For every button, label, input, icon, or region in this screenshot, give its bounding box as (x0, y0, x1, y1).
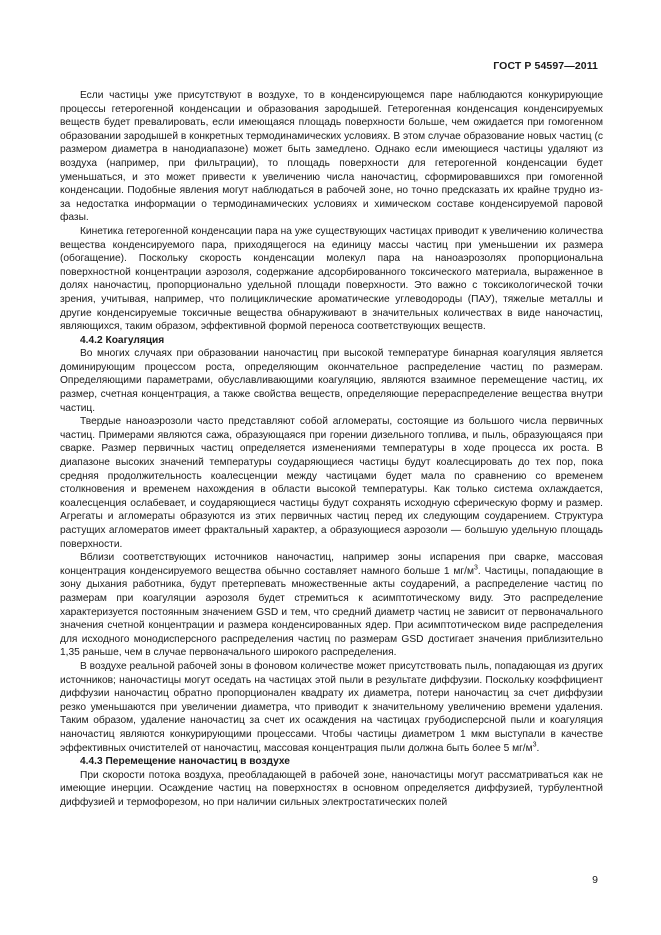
paragraph-text: В воздухе реальной рабочей зоны в фоновом количестве может присутствовать пыль, попадающая из других источников; наночастицы могут оседать на частицах этой пыли в результате диффузии. Поскольку коэффициент диффузии наночастиц обратно пропорционален квадрату их диаметра, потери наночастиц за счет диффузии резко уменьшаются при увеличении диаметра, что приводит к значительному увеличению времени удаления. Таким образом, удаление наночастиц за счет их осаждения на частицах грубодисперсной пыли и коагуляция наночастиц являются конкурирующими процессами. Чтобы частицы диаметром 1 мкм выступали в качестве эффективных очистителей от наночастиц, массовая концентрация пыли должна быть более 5 мг/м (60, 660, 603, 754)
paragraph-condensation-kinetics: Кинетика гетерогенной конденсации пара на уже существующих частицах приводит к увеличению количества вещества конденсируемого пара, приходящегося на единицу массы частиц при уменьшении их размера (обогащение). Поскольку скорость конденсации молекул пара на наноаэрозолях пропорциональна поверхностной концентрации аэрозоля, содержание адсорбированного токсического материала, выраженное в долях наночастиц, пропорционально удельной площади поверхности. Это важно с токсикологической точки зрения, учитывая, например, что полициклические ароматические углеводороды (ПАУ), тяжелые металлы и другие конденсируемые токсичные вещества обнаруживают в значительных количествах в виде наночастиц, являющихся, таким образом, эффективной формой переноса соответствующих веществ. (60, 225, 603, 333)
paragraph-text: . (536, 742, 540, 754)
page-number: 9 (592, 874, 598, 886)
unit-exponent: 3 (473, 564, 478, 572)
paragraph-coagulation-intro: Во многих случаях при образовании наночастиц при высокой температуре бинарная коагуляция является доминирующим процессом роста, определяющим окончательное распределение частиц по размерам. Определяющими параметрами, обуславливающими коагуляцию, являются взаимное перемещение частиц, их размер, счетная концентрация, а также свойства веществ, определяющие перераспределение вещества внутри частиц. (60, 348, 603, 414)
paragraph-heterogeneous-condensation: Если частицы уже присутствуют в воздухе, то в конденсирующемся паре наблюдаются конкурирующие процессы гетерогенной конденсации и образования зародышей. Гетерогенная конденсация конденсируемых веществ будет превалировать, если имеющаяся площадь поверхности больше, чем ожидается при гомогенном образовании зародышей в конкретных термодинамических условиях. В этом случае образование новых частиц (с размером диаметра в нанодиапазоне) может быть замедлено. Однако если имеющиеся частицы удаляют из воздуха (например, при фильтрации), то площадь поверхности для гетерогенной конденсации будет уменьшаться, и это может привести к увеличению числа наночастиц, сформировавшихся при гомогенной конденсации. Подобные явления могут наблюдаться в рабочей зоне, но точно предсказать их крайне трудно из-за недостатка информации о термодинамических условиях и химическом составе конденсируемой паровой фазы. (60, 90, 603, 224)
paragraph-background-dust (60, 660, 603, 755)
paragraph-airflow-deposition: При скорости потока воздуха, преобладающей в рабочей зоне, наночастицы могут рассматриваться как не имеющие инерции. Осаждение частиц на поверхностях в основном определяется диффузией, турбулентной диффузией и термофорезом, но при наличии сильных электростатических полей (60, 769, 603, 808)
paragraph-solid-nanoaerosols: Твердые наноаэрозоли часто представляют собой агломераты, состоящие из большого числа первичных частиц. Примерами являются сажа, образующаяся при горении дизельного топлива, и пыль, образующаяся при сварке. Размер первичных частиц определяется изменениями температуры в ходе процесса их роста. В диапазоне высоких значений температуры соударяющиеся частицы будут коалесцировать до тех пор, пока средняя продолжительность коалесценции между частицами будет мала по сравнению со временем столкновения и временем нахождения в области высокой температуры. Как только система охлаждается, коалесценция ослабевает, и соударяющиеся частицы будут сохранять исходную сферическую форму и размер. Агрегаты и агломераты образуются из этих первичных частиц перед их следующим соударением. Структура растущих агломератов имеет фрактальный характер, а образующиеся аэрозоли — большую удельную площадь поверхности. (60, 416, 603, 550)
section-heading-airborne-transport: 4.4.3 Перемещение наночастиц в воздухе (80, 756, 290, 768)
paragraph-text: . Частицы, попадающие в зону дыхания работника, будут претерпевать множественные акты соударений, а распределение частиц по размерам при коагуляции аэрозоля будет стремиться к асимптотическому виду. Это распределение характеризуется постоянным значением GSD и тем, что средний диаметр частиц не зависит от первоначального значения счетной концентрации и размера конденсированных ядер. При асимптотическом виде распределения для исходного монодисперсного распределения частиц по размерам GSD достигает значения приблизительно 1,35 раньше, чем в случае первоначального широкого распределения. (60, 565, 603, 659)
paragraph-text: Вблизи соответствующих источников наночастиц, например зоны испарения при сварке, массовая концентрация конденсируемого вещества обычно составляет намного больше 1 мг/м (60, 552, 603, 577)
document-body (60, 89, 603, 809)
section-heading-coagulation: 4.4.2 Коагуляция (80, 334, 165, 346)
standard-number-header: ГОСТ Р 54597—2011 (493, 60, 598, 72)
paragraph-source-proximity (60, 551, 603, 660)
unit-exponent: 3 (532, 741, 537, 749)
